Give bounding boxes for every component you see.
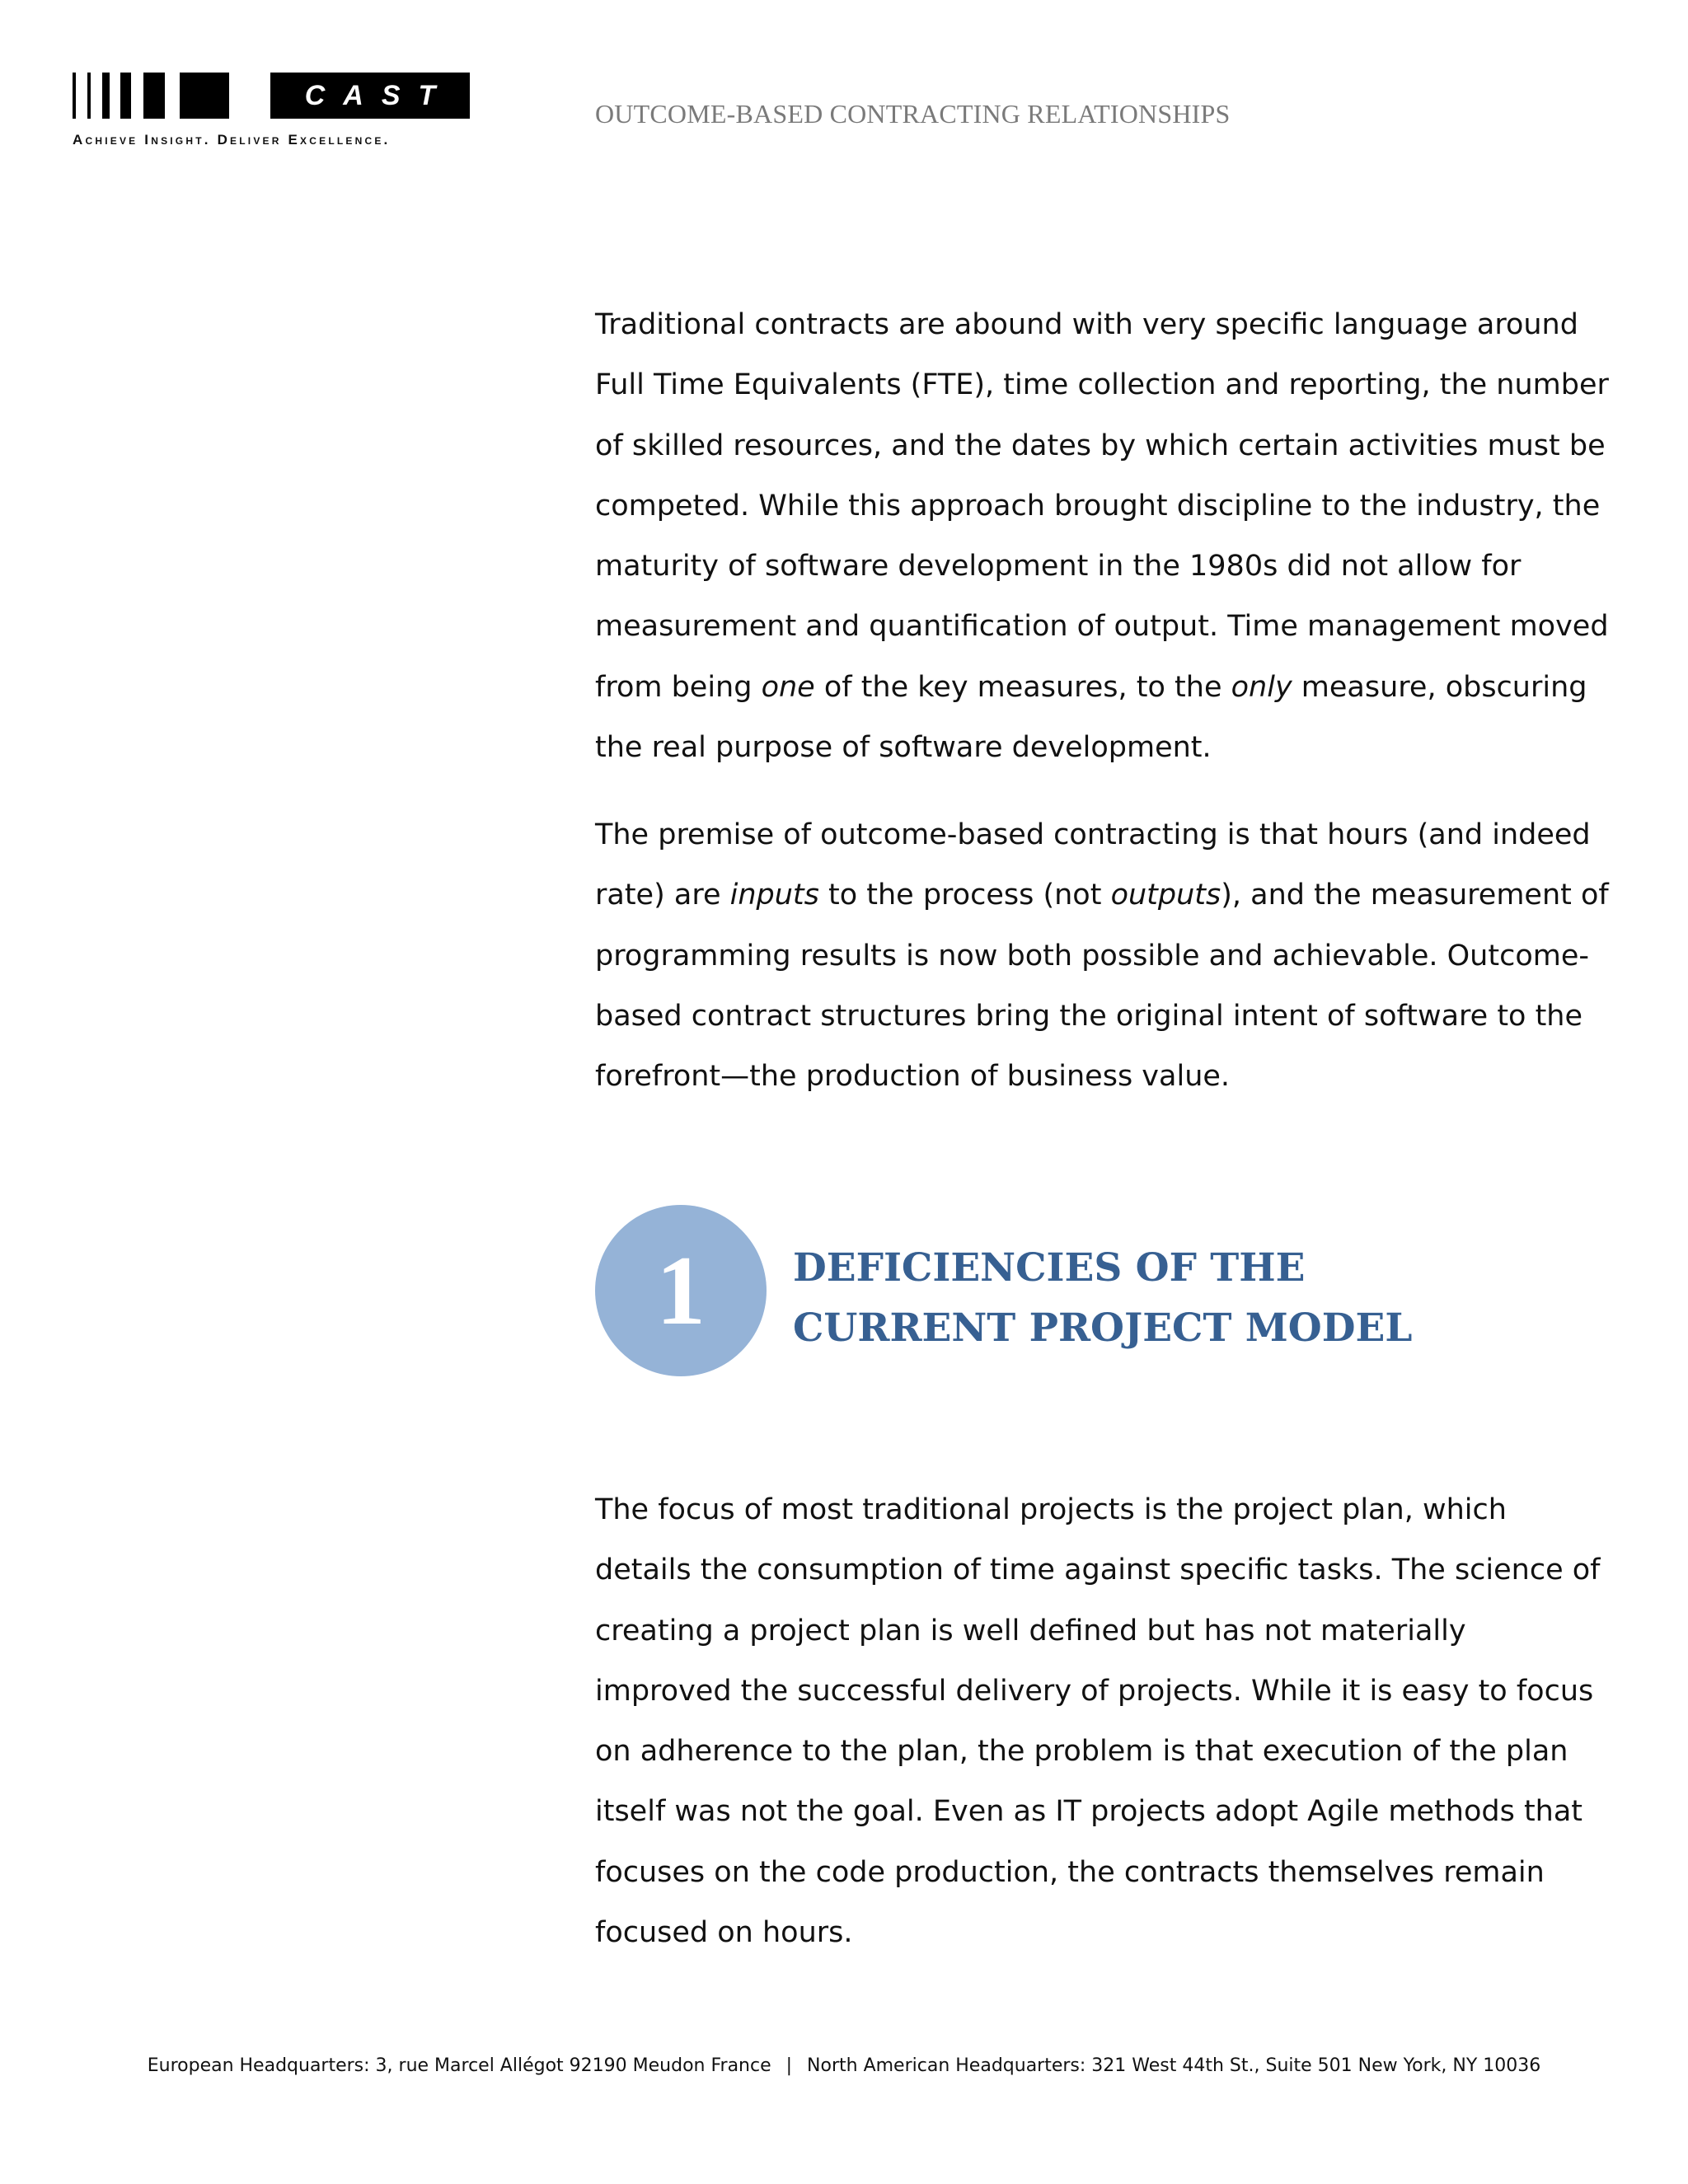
text-line: Full Time Equivalents (FTE), time collection and reporting, the number <box>595 368 1609 402</box>
body-paragraph <box>595 1480 1601 1963</box>
cast-logo <box>73 73 470 155</box>
emphasis-one: one <box>761 670 815 704</box>
section-heading-line: DEFICIENCIES OF THE <box>793 1245 1306 1291</box>
text-line: of skilled resources, and the dates by which certain activities must be <box>595 429 1606 462</box>
emphasis-only: only <box>1231 670 1292 704</box>
section-heading-line: CURRENT PROJECT MODEL <box>793 1305 1413 1351</box>
text-run: ), and the measurement of <box>1221 879 1609 912</box>
emphasis-outputs: outputs <box>1110 879 1221 912</box>
section-number-badge <box>595 1205 767 1376</box>
text-line: focuses on the code production, the contracts themselves remain <box>595 1855 1545 1889</box>
text-line: forefront—the production of business value. <box>595 1060 1231 1094</box>
logo-tagline: Achieve Insight. Deliver Excellence. <box>73 132 391 148</box>
text-line: Traditional contracts are abound with very specific language around <box>595 308 1578 341</box>
text-run: to the process (not <box>818 879 1111 912</box>
section-number: 1 <box>656 1235 706 1345</box>
text-line: The focus of most traditional projects is the project plan, which <box>595 1493 1507 1526</box>
text-line: details the consumption of time against specific tasks. The science of <box>595 1554 1601 1587</box>
running-header: OUTCOME-BASED CONTRACTING RELATIONSHIPS <box>595 99 1231 129</box>
text-line: focused on hours. <box>595 1916 853 1950</box>
text-line: programming results is now both possible and achievable. Outcome- <box>595 939 1589 972</box>
text-line: measurement and quantification of output. Time management moved <box>595 610 1609 644</box>
page-footer <box>0 2055 1688 2076</box>
text-line: based contract structures bring the original intent of software to the <box>595 999 1583 1033</box>
body-paragraph <box>595 295 1609 778</box>
text-line: on adherence to the plan, the problem is that execution of the plan <box>595 1735 1568 1769</box>
emphasis-inputs: inputs <box>729 879 819 912</box>
text-line: the real purpose of software development. <box>595 731 1212 765</box>
text-line: The premise of outcome-based contracting is that hours (and indeed <box>595 818 1591 851</box>
text-run: from being <box>595 670 762 704</box>
text-run: measure, obscuring <box>1292 670 1587 704</box>
body-paragraph <box>595 805 1609 1107</box>
text-run: rate) are <box>595 879 730 912</box>
text-run: of the key measures, to the <box>814 670 1231 704</box>
text-line <box>595 658 1587 718</box>
footer-separator: | <box>785 2055 793 2076</box>
text-line: improved the successful delivery of projects. While it is easy to focus <box>595 1674 1594 1708</box>
section-heading <box>793 1238 1412 1358</box>
text-line: maturity of software development in the 1980s did not allow for <box>595 550 1522 583</box>
text-line <box>595 865 1609 926</box>
footer-north-america-address: North American Headquarters: 321 West 44th St., Suite 501 New York, NY 10036 <box>807 2055 1541 2076</box>
footer-europe-address: European Headquarters: 3, rue Marcel Allégot 92190 Meudon France <box>147 2055 771 2076</box>
text-line: competed. While this approach brought discipline to the industry, the <box>595 489 1601 523</box>
text-line: creating a project plan is well defined but has not materially <box>595 1614 1466 1647</box>
text-line: itself was not the goal. Even as IT projects adopt Agile methods that <box>595 1795 1583 1829</box>
logo-wordmark: CAST <box>304 80 454 111</box>
